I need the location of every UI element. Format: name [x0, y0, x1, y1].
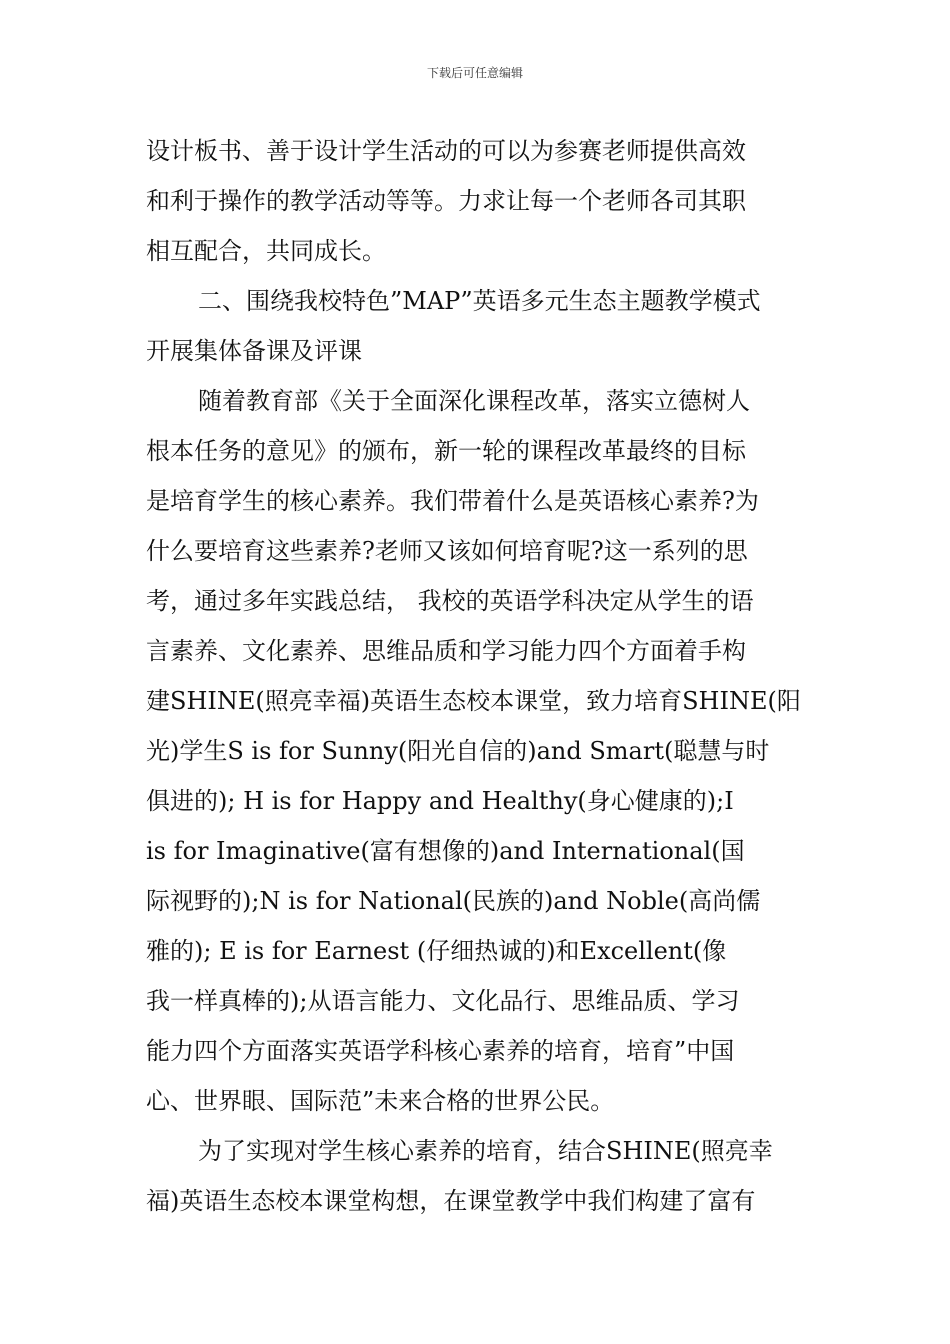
text-line: 雅的); E is for Earnest (仔细热诚的)和Excellent(像 [146, 937, 727, 965]
text-line: 际视野的);N is for National(民族的)and Noble(高尚儒 [146, 887, 761, 915]
text-line: 能力四个方面落实英语学科核心素养的培育，培育”中国 [146, 1037, 735, 1065]
text-line: 建SHINE(照亮幸福)英语生态校本课堂，致力培育SHINE(阳 [146, 687, 801, 715]
text-line: 言素养、文化素养、思维品质和学习能力四个方面着手构 [146, 637, 746, 665]
document-body [146, 126, 810, 1226]
text-line: 相互配合，共同成长。 [146, 237, 386, 265]
text-line: is for Imaginative(富有想像的)and International(国 [146, 837, 745, 865]
text-line: 为了实现对学生核心素养的培育，结合SHINE(照亮幸 [198, 1137, 773, 1165]
text-line: 和利于操作的教学活动等等。力求让每一个老师各司其职 [146, 187, 746, 215]
text-line: 设计板书、善于设计学生活动的可以为参赛老师提供高效 [146, 137, 746, 165]
section-heading: 二、围绕我校特色”MAP”英语多元生态主题教学模式 [198, 287, 761, 315]
text-line: 考，通过多年实践总结， 我校的英语学科决定从学生的语 [146, 587, 754, 615]
text-line: 心、世界眼、国际范”未来合格的世界公民。 [146, 1087, 615, 1115]
text-line: 是培育学生的核心素养。我们带着什么是英语核心素养?为 [146, 487, 759, 515]
text-line: 光)学生S is for Sunny(阳光自信的)and Smart(聪慧与时 [146, 737, 770, 765]
text-line: 随着教育部《关于全面深化课程改革，落实立德树人 [198, 387, 750, 415]
page-header: 下载后可任意编辑 [426, 66, 523, 80]
section-heading-cont: 开展集体备课及评课 [146, 337, 362, 365]
text-line: 什么要培育这些素养?老师又该如何培育呢?这一系列的思 [146, 537, 748, 565]
text-line: 福)英语生态校本课堂构想，在课堂教学中我们构建了富有 [146, 1187, 756, 1215]
text-line: 俱进的); H is for Happy and Healthy(身心健康的);I [146, 787, 734, 815]
text-line: 根本任务的意见》的颁布，新一轮的课程改革最终的目标 [146, 437, 746, 465]
text-line: 我一样真棒的);从语言能力、文化品行、思维品质、学习 [146, 987, 740, 1015]
